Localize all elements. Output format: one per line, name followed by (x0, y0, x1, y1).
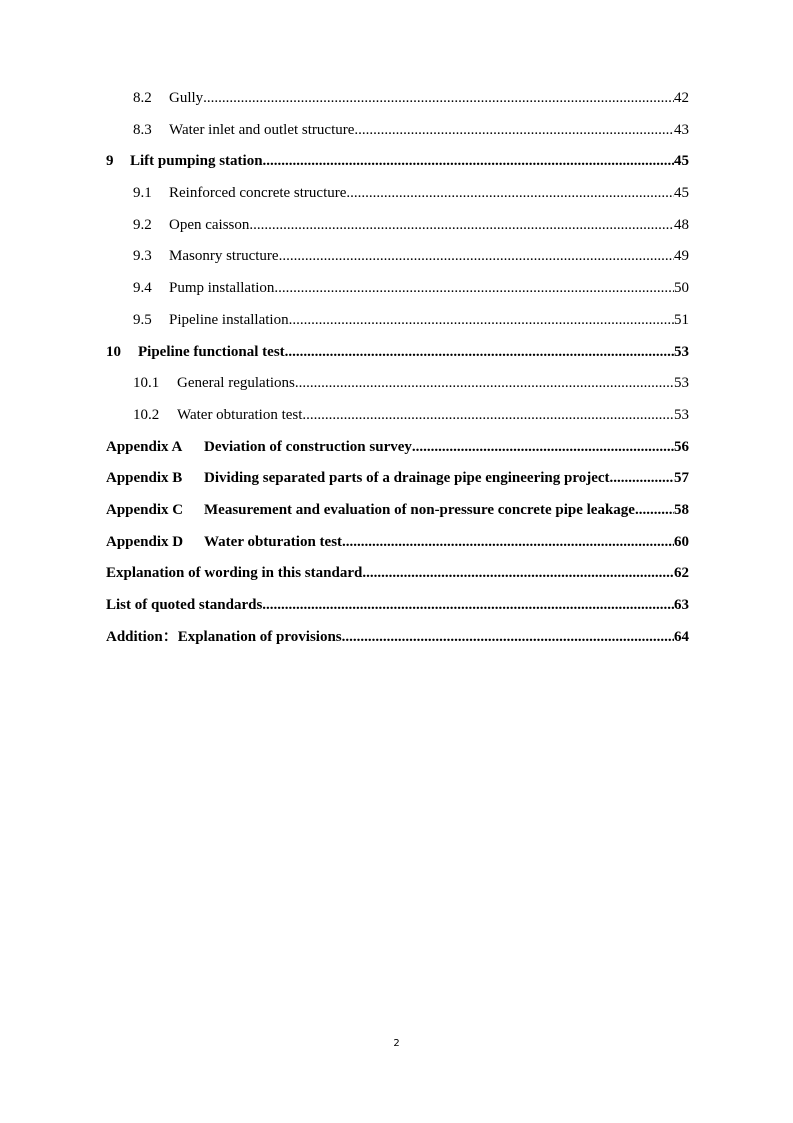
toc-entry-page: 45 (674, 153, 689, 170)
toc-back-matter[interactable] (106, 563, 689, 595)
toc-entry-page: 60 (674, 533, 689, 550)
toc-entry-number: 9.3 (133, 248, 152, 265)
toc-entry-title: Dividing separated parts of a drainage pipe engineering project (204, 470, 610, 487)
dot-leader (249, 215, 674, 235)
toc-entry-title: Measurement and evaluation of non-pressure concrete pipe leakage (204, 501, 635, 518)
toc-entry-number: 9.5 (133, 311, 152, 328)
toc-entry[interactable] (106, 215, 689, 247)
toc-entry-page: 53 (674, 343, 689, 360)
toc-entry[interactable] (106, 120, 689, 152)
toc-entry-number: 9.2 (133, 216, 152, 233)
toc-chapter[interactable] (106, 342, 689, 374)
toc-entry-page: 48 (674, 216, 689, 233)
toc-entry[interactable] (106, 373, 689, 405)
dot-leader (610, 468, 674, 488)
toc-entry-page: 51 (674, 311, 689, 328)
toc-entry-title: Water inlet and outlet structure (169, 121, 355, 138)
toc-entry-page: 43 (674, 121, 689, 138)
toc-entry-number: Appendix D (106, 533, 184, 550)
toc-entry-title: Reinforced concrete structure (169, 185, 347, 202)
page-number: 2 (393, 1038, 400, 1049)
toc-entry-title: Pump installation (169, 280, 275, 297)
dot-leader (289, 310, 674, 330)
toc-entry-page: 49 (674, 248, 689, 265)
table-of-contents (106, 88, 689, 658)
toc-entry-number: 8.3 (133, 121, 152, 138)
dot-leader (635, 500, 674, 520)
dot-leader (412, 437, 674, 457)
toc-entry-number: 9.4 (133, 280, 152, 297)
dot-leader (279, 246, 674, 266)
toc-entry-page: 53 (674, 406, 689, 423)
toc-entry-page: 56 (674, 438, 689, 455)
toc-entry-title: Lift pumping station (130, 153, 263, 170)
toc-entry-title: Masonry structure (169, 248, 279, 265)
toc-entry[interactable] (106, 246, 689, 278)
toc-entry-number: 9.1 (133, 185, 152, 202)
dot-leader (285, 342, 674, 362)
toc-entry[interactable] (106, 405, 689, 437)
toc-entry-page: 50 (674, 280, 689, 297)
toc-entry-title: Water obturation test (204, 533, 343, 550)
toc-entry-title: Addition：Explanation of provisions (106, 628, 342, 645)
toc-entry-title: Gully (169, 90, 204, 106)
dot-leader (262, 595, 674, 615)
toc-entry-title: Pipeline installation (169, 311, 289, 328)
toc-entry-number: Appendix B (106, 470, 183, 487)
toc-entry-number: 10 (106, 343, 121, 360)
dot-leader (354, 120, 674, 140)
toc-entry-number: 10.1 (133, 375, 160, 392)
toc-entry-title: General regulations (177, 375, 295, 392)
dot-leader (302, 405, 674, 425)
toc-chapter[interactable] (106, 151, 689, 183)
toc-entry-title: List of quoted standards (106, 597, 263, 613)
toc-entry-page: 53 (674, 375, 689, 392)
toc-entry-number: Appendix A (106, 438, 183, 455)
toc-entry-number: 10.2 (133, 406, 160, 423)
toc-entry-page: 45 (674, 185, 689, 202)
toc-entry-title: Explanation of wording in this standard (106, 565, 363, 582)
dot-leader (346, 183, 674, 203)
dot-leader (203, 88, 674, 108)
dot-leader (295, 373, 674, 393)
dot-leader (362, 563, 674, 583)
toc-appendix[interactable] (106, 468, 689, 500)
dot-leader (263, 151, 674, 171)
toc-entry-title: Water obturation test (177, 406, 303, 423)
toc-entry-number: Appendix C (106, 501, 184, 518)
toc-appendix[interactable] (106, 437, 689, 469)
toc-entry-title: Deviation of construction survey (204, 438, 412, 455)
toc-entry-title: Open caisson (169, 216, 250, 233)
toc-entry[interactable] (106, 183, 689, 215)
toc-entry-title: Pipeline functional test (138, 343, 285, 360)
toc-entry-number: 9 (106, 153, 114, 170)
toc-entry-page: 64 (674, 628, 689, 645)
toc-entry-page: 62 (674, 565, 689, 582)
toc-entry[interactable] (106, 88, 689, 120)
toc-entry-page: 58 (674, 501, 689, 518)
toc-appendix[interactable] (106, 500, 689, 532)
toc-entry[interactable] (106, 310, 689, 342)
dot-leader (274, 278, 674, 298)
toc-entry[interactable] (106, 278, 689, 310)
toc-entry-page: 42 (674, 90, 689, 106)
toc-entry-page: 63 (674, 597, 689, 613)
dot-leader (342, 627, 674, 647)
toc-back-matter[interactable] (106, 595, 689, 627)
dot-leader (342, 532, 674, 552)
toc-appendix[interactable] (106, 532, 689, 564)
toc-entry-number: 8.2 (133, 90, 152, 106)
toc-back-matter[interactable] (106, 627, 689, 659)
toc-entry-page: 57 (674, 470, 689, 487)
